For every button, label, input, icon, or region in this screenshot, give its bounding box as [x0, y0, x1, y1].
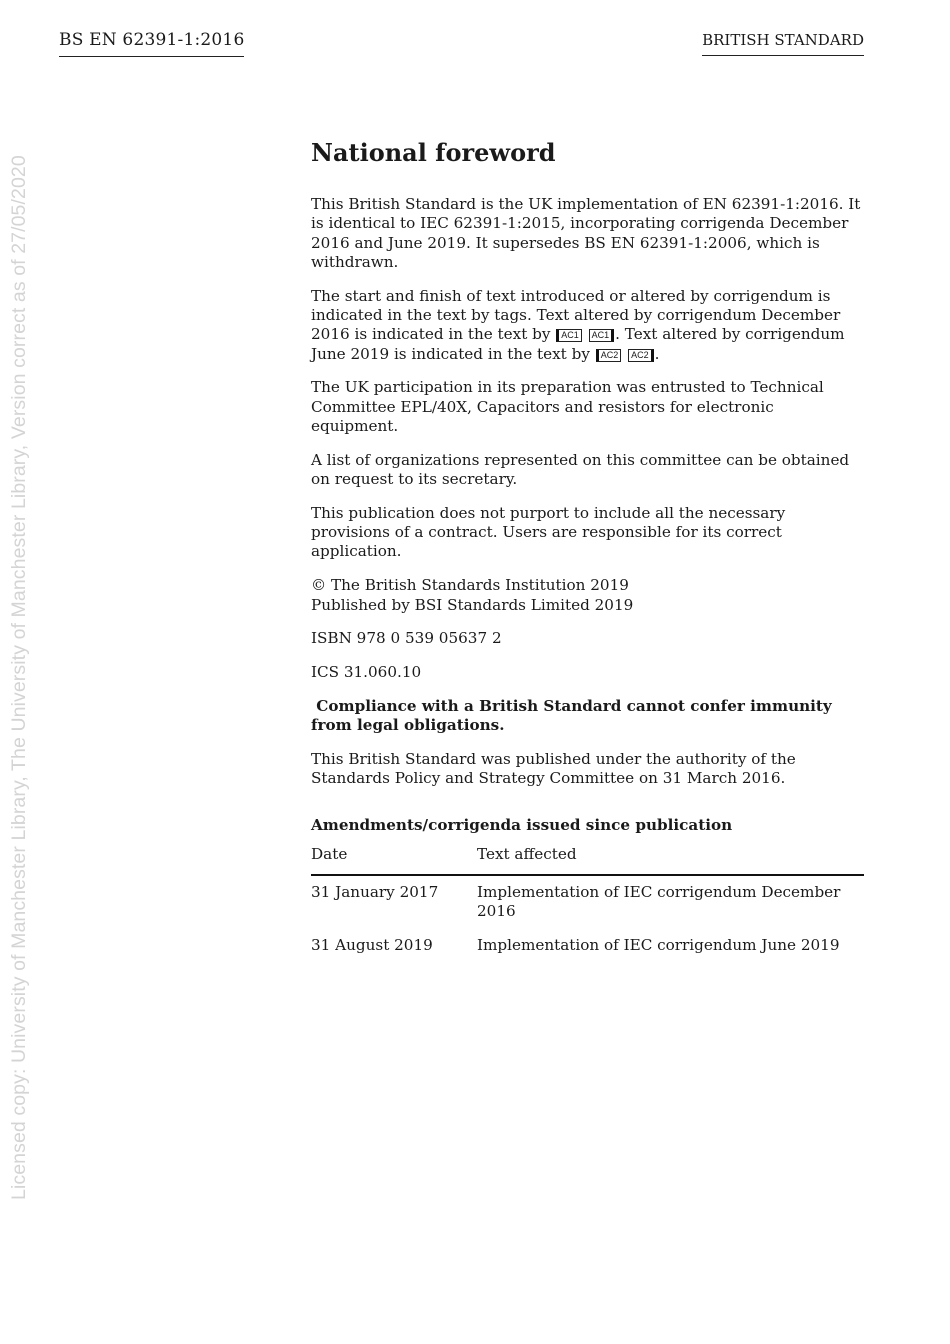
publisher-line: Published by BSI Standards Limited 2019 [311, 595, 634, 614]
corrigendum-text-start: The start and finish of text introduced or altered by corrigendum is indicated in the text by tags. Text altered by corrigendum December 2016 is indicated in the text by [311, 286, 841, 344]
ics-code: ICS 31.060.10 [311, 663, 422, 682]
amendments-heading: Amendments/corrigenda issued since publication [311, 815, 733, 834]
column-header-text-affected: Text affected [477, 845, 864, 875]
amendment-text-affected: Implementation of IEC corrigendum June 2019 [477, 936, 840, 955]
table-header-row [311, 845, 864, 875]
organizations-paragraph: A list of organizations represented on this committee can be obtained on request to its secretary. [311, 450, 850, 489]
column-header-date: Date [311, 845, 477, 875]
amendment-date: 31 August 2019 [311, 936, 433, 955]
license-watermark: Licensed copy: University of Manchester Library, The University of Manchester Library, Version correct as of 27/05/2020 [8, 155, 30, 1200]
compliance-text: Compliance with a British Standard cannot confer immunity from legal obligations. [311, 696, 832, 735]
contract-disclaimer-paragraph: This publication does not purport to include all the necessary provisions of a contract. Users are responsible for its correct application. [311, 503, 786, 561]
authority-paragraph: This British Standard was published under the authority of the Standards Policy and Strategy Committee on 31 March 2016. [311, 750, 796, 788]
ac1-close-tag-icon: AC1 [589, 329, 615, 342]
compliance-notice [311, 697, 864, 736]
page-title: National foreword [311, 138, 556, 167]
copyright-line: © The British Standards Institution 2019 [311, 576, 629, 595]
committee-paragraph: The UK participation in its preparation was entrusted to Technical Committee EPL/40X, Capacitors and resistors for electronic equipment. [311, 378, 824, 435]
copyright-block [311, 576, 864, 615]
table-row [311, 875, 864, 929]
amendment-date: 31 January 2017 [311, 883, 439, 902]
table-row [311, 929, 864, 963]
implementation-paragraph: This British Standard is the UK implementation of EN 62391-1:2016. It is identical to IEC 62391-1:2015, incorporating corrigenda December 2016 and June 2019. It supersedes BS EN 62391-1:2006, which is withdrawn. [311, 195, 861, 271]
standard-series-label: BRITISH STANDARD [702, 31, 864, 56]
foreword-section [311, 136, 864, 963]
corrigendum-tags-paragraph [311, 287, 864, 364]
corrigendum-text-middle: . Text altered by corrigendum June 2019 is indicated in the text by [311, 325, 845, 363]
amendment-text-affected: Implementation of IEC corrigendum December 2016 [477, 883, 841, 921]
corrigendum-text-end: . [654, 344, 660, 363]
ac2-close-tag-icon: AC2 [628, 349, 654, 362]
ac1-open-tag-icon: AC1 [556, 329, 582, 342]
amendments-table [311, 845, 864, 963]
ac2-open-tag-icon: AC2 [596, 349, 622, 362]
isbn: ISBN 978 0 539 05637 2 [311, 629, 502, 648]
document-id: BS EN 62391-1:2016 [59, 30, 244, 57]
